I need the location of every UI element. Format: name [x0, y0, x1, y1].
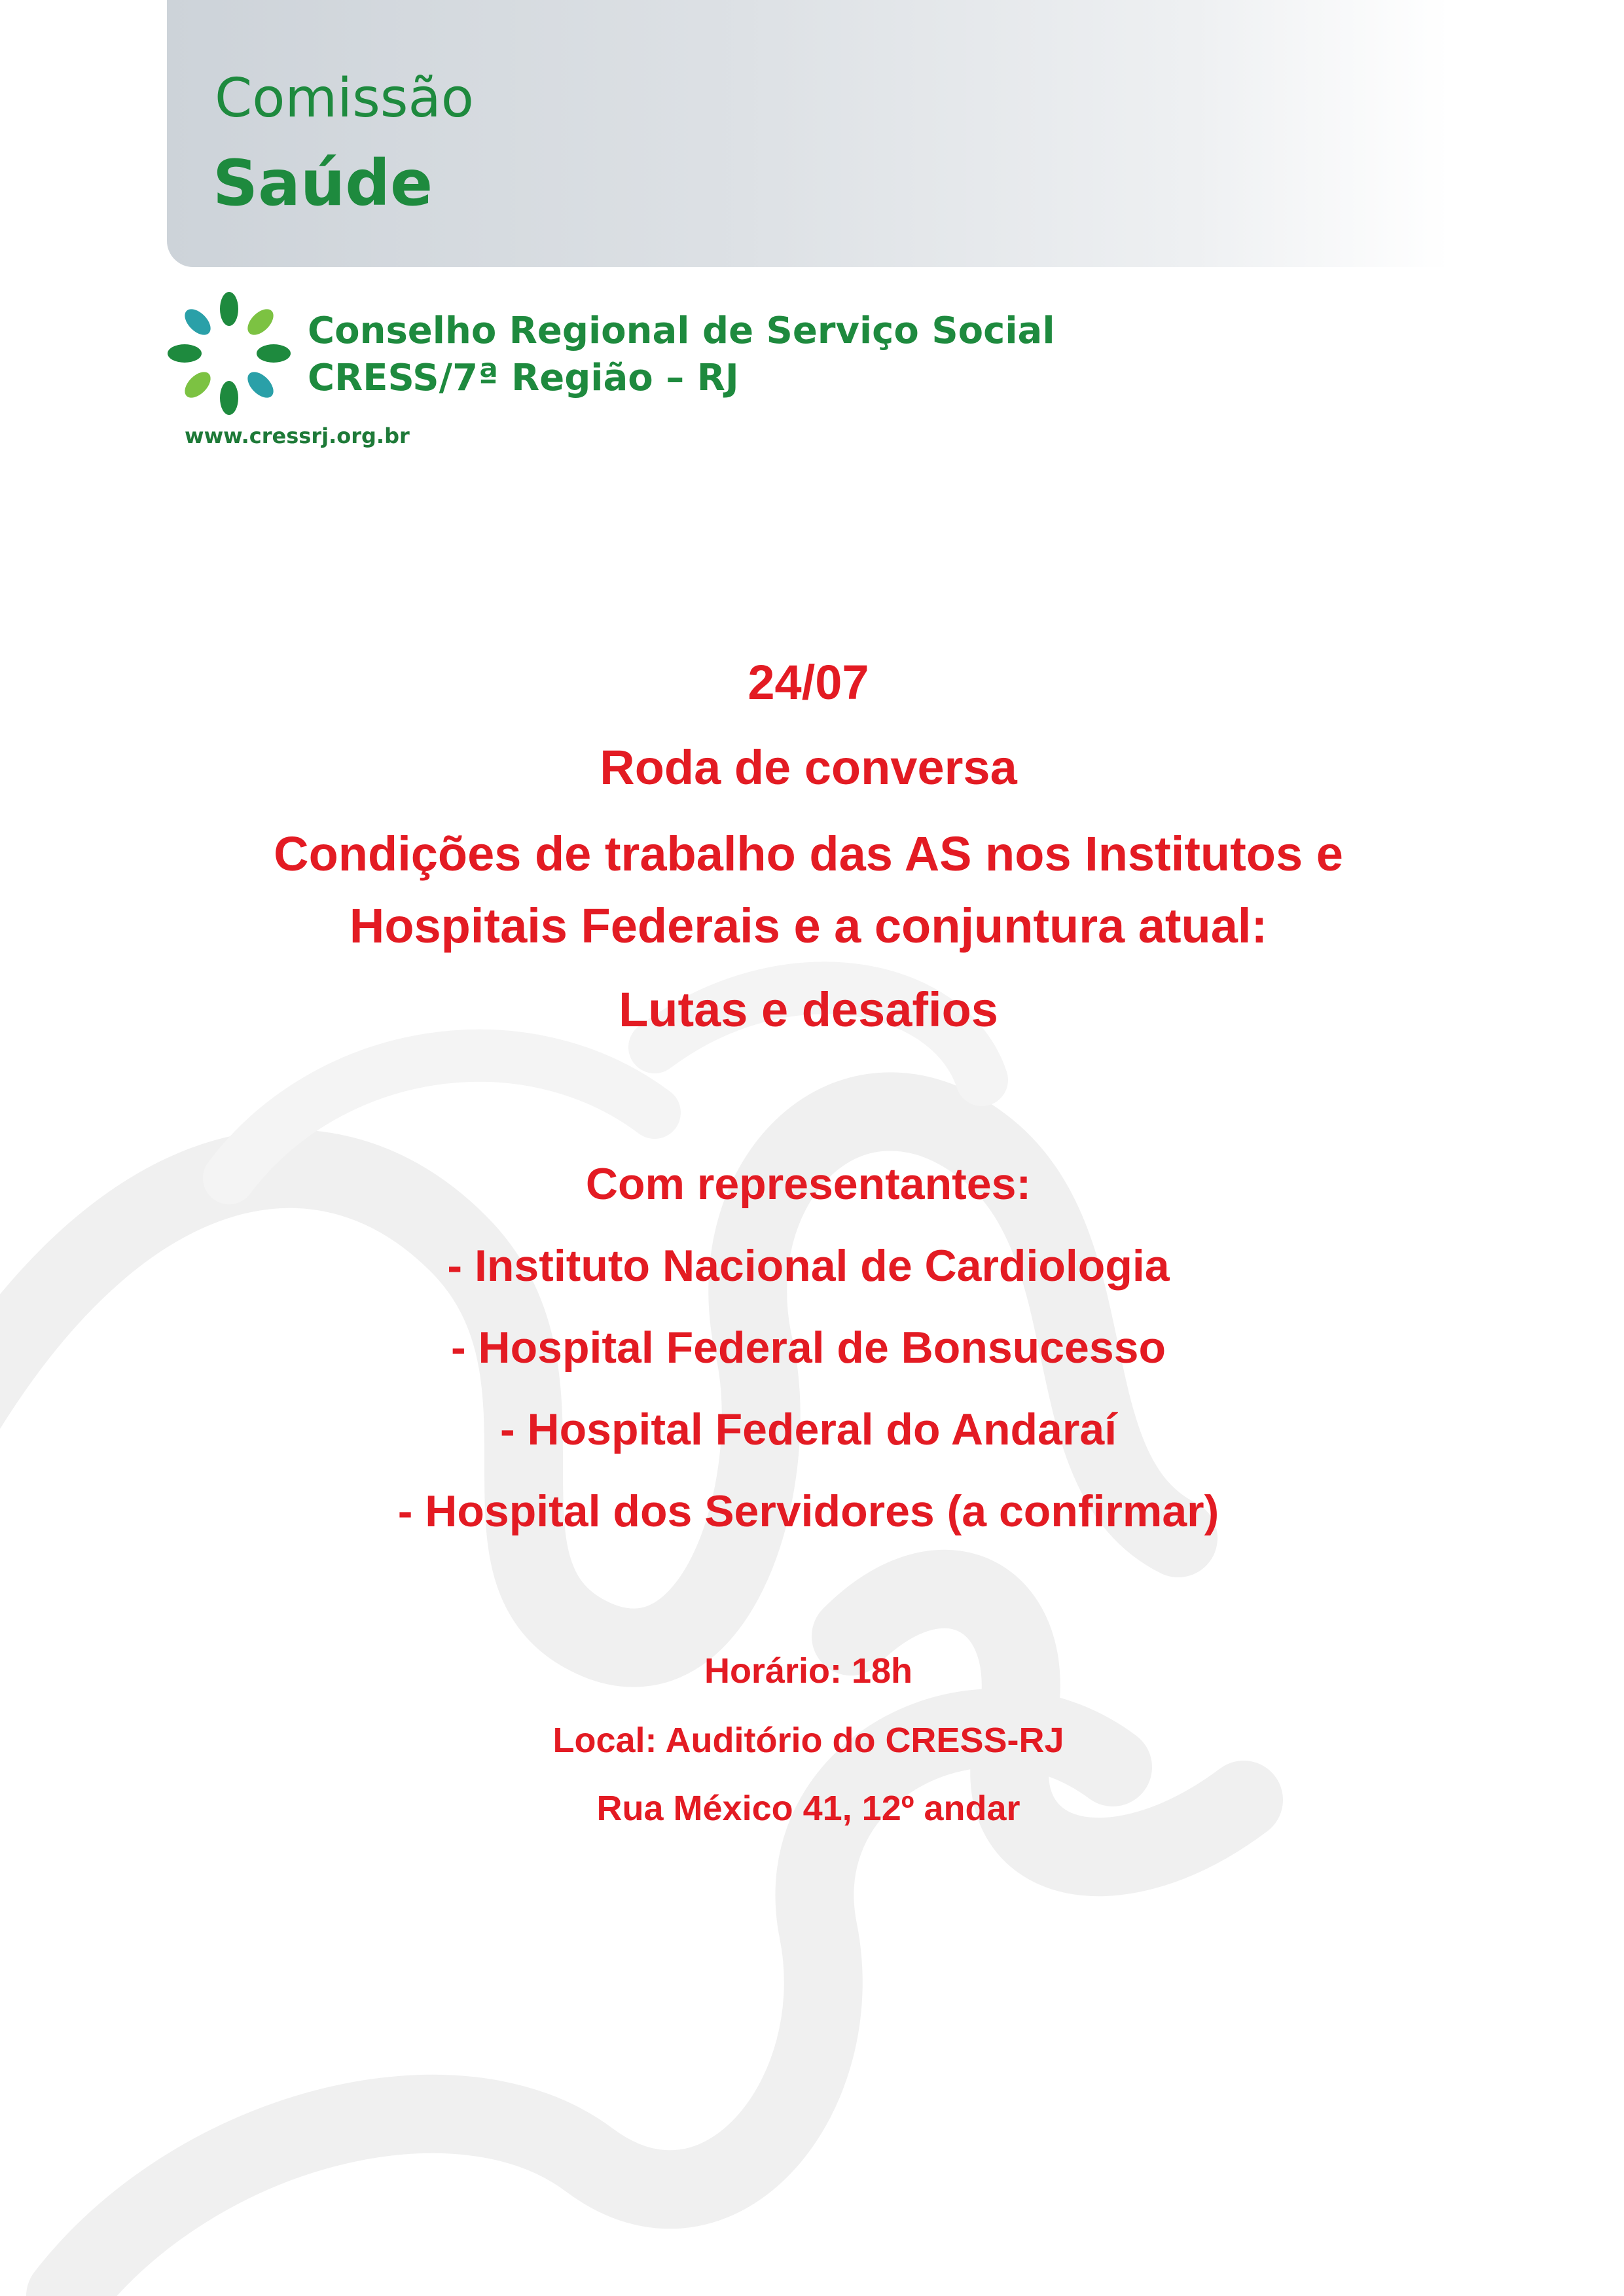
organization-region: CRESS/7ª Região – RJ [308, 357, 739, 399]
event-title-line2: Hospitais Federais e a conjuntura atual: [349, 899, 1268, 953]
header-title-line1: Comissão [215, 67, 474, 130]
event-type: Roda de conversa [600, 740, 1017, 795]
representative-item: - Hospital Federal do Andaraí [499, 1405, 1117, 1454]
organization-name: Conselho Regional de Serviço Social [308, 310, 1055, 352]
event-date: 24/07 [748, 655, 869, 709]
representative-item: - Hospital dos Servidores (a confirmar) [397, 1486, 1219, 1536]
representative-item: - Hospital Federal de Bonsucesso [450, 1323, 1166, 1372]
event-address: Rua México 41, 12º andar [596, 1789, 1020, 1828]
watermark-swirl [0, 949, 1624, 2296]
event-title-line3: Lutas e desafios [619, 982, 998, 1037]
organization-url[interactable]: www.cressrj.org.br [185, 423, 410, 448]
event-title-line1: Condições de trabalho das AS nos Institutos e [274, 827, 1343, 881]
event-location: Local: Auditório do CRESS-RJ [552, 1721, 1064, 1760]
representatives-heading: Com representantes: [585, 1159, 1032, 1209]
representative-item: - Instituto Nacional de Cardiologia [447, 1241, 1170, 1291]
header-banner [167, 0, 1450, 267]
event-schedule: Horário: 18h [704, 1651, 913, 1691]
hands-circle-icon [164, 288, 295, 419]
header-title-line2: Saúde [213, 147, 433, 220]
